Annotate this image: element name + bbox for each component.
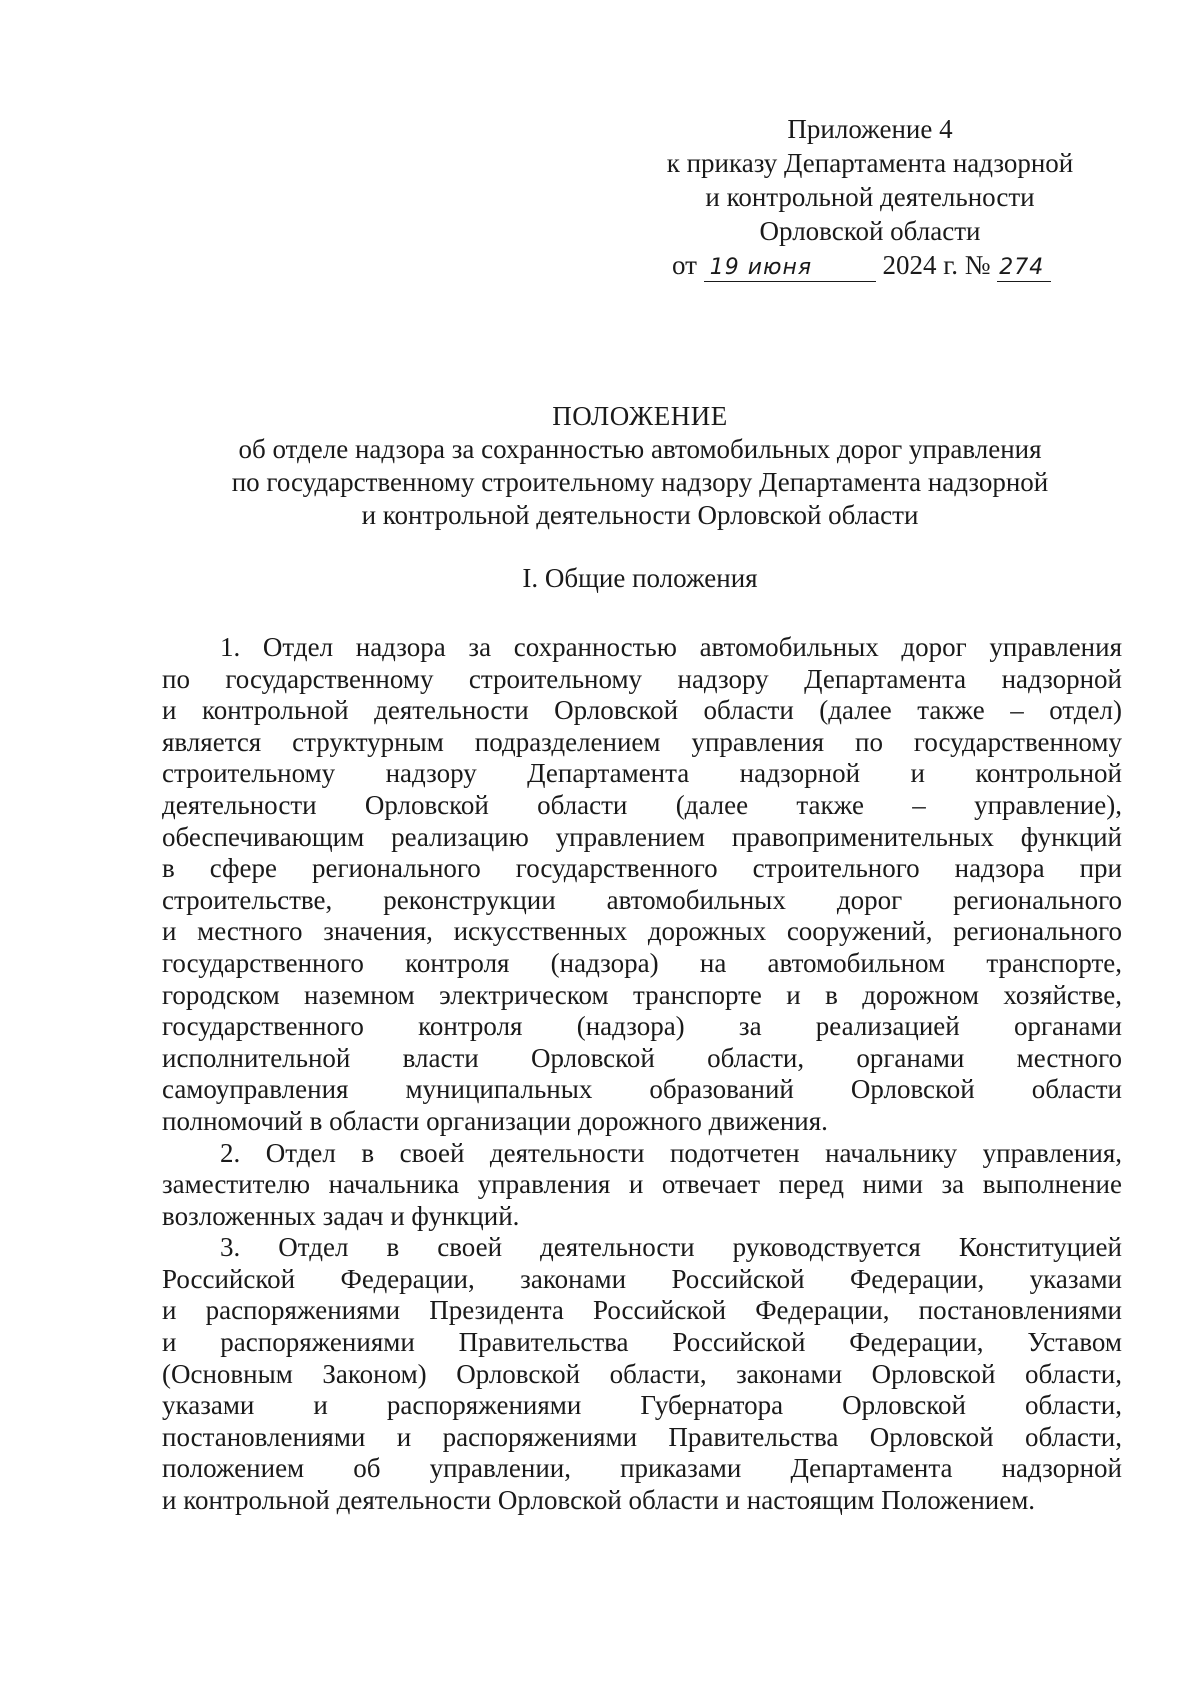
section-heading: I. Общие положения — [522, 563, 758, 593]
appendix-department: и контрольной деятельности — [705, 182, 1035, 212]
paragraph-line: возложенных задач и функций. — [162, 1200, 520, 1231]
paragraph-2 — [162, 1138, 1122, 1233]
appendix-date-line — [610, 248, 1130, 282]
appendix-header — [610, 112, 1130, 282]
paragraph-line: в сфере регионального государственного строительного надзора при — [162, 853, 1122, 884]
paragraph-line: указами и распоряжениями Губернатора Орловской области, — [162, 1390, 1122, 1421]
paragraph-line: и контрольной деятельности Орловской области и настоящим Положением. — [162, 1485, 1036, 1516]
date-prefix: от — [672, 250, 697, 280]
paragraph-1 — [162, 632, 1122, 1138]
paragraph-line: Российской Федерации, законами Российской Федерации, указами — [162, 1263, 1122, 1294]
paragraph-line: заместителю начальника управления и отвечает перед ними за выполнение — [162, 1169, 1122, 1200]
paragraph-line: 3. Отдел в своей деятельности руководствуется Конституцией — [220, 1232, 1122, 1263]
paragraph-line: постановлениями и распоряжениями Правительства Орловской области, — [162, 1421, 1122, 1452]
paragraph-line: и распоряжениями Президента Российской Федерации, постановлениями — [162, 1295, 1122, 1326]
document-subtitle-line-2: по государственному строительному надзору Департамента надзорной — [231, 467, 1049, 497]
paragraph-line: положением об управлении, приказами Департамента надзорной — [162, 1453, 1122, 1484]
paragraph-line: строительстве, реконструкции автомобильных дорог регионального — [162, 884, 1122, 915]
document-title: ПОЛОЖЕНИЕ — [552, 401, 728, 431]
paragraph-line: городском наземном электрическом транспорте и в дорожном хозяйстве, — [162, 979, 1122, 1010]
paragraph-line: 1. Отдел надзора за сохранностью автомобильных дорог управления — [220, 632, 1122, 662]
appendix-order-ref: к приказу Департамента надзорной — [666, 148, 1074, 178]
paragraph-line: деятельности Орловской области (далее также – управление), — [162, 789, 1122, 820]
paragraph-line: исполнительной власти Орловской области, органами местного — [162, 1042, 1122, 1073]
paragraph-line: (Основным Законом) Орловской области, законами Орловской области, — [162, 1358, 1122, 1389]
paragraph-line: обеспечивающим реализацию управлением правоприменительных функций — [162, 821, 1122, 852]
paragraph-line: и контрольной деятельности Орловской области (далее также – отдел) — [162, 695, 1122, 726]
appendix-region: Орловской области — [759, 216, 981, 246]
document-body — [162, 632, 1122, 1517]
paragraph-line: строительному надзору Департамента надзорной и контрольной — [162, 758, 1122, 789]
date-field — [704, 252, 876, 282]
paragraph-line: и местного значения, искусственных дорожных сооружений, регионального — [162, 916, 1122, 947]
paragraph-line: 2. Отдел в своей деятельности подотчетен начальнику управления, — [220, 1137, 1122, 1168]
paragraph-line: самоуправления муниципальных образований Орловской области — [162, 1074, 1122, 1105]
paragraph-line: является структурным подразделением управления по государственному — [162, 726, 1122, 757]
handwritten-number: 274 — [999, 255, 1045, 280]
document-subtitle-line-3: и контрольной деятельности Орловской области — [361, 500, 919, 530]
number-field — [997, 252, 1051, 282]
document-subtitle-line-1: об отделе надзора за сохранностью автомобильных дорог управления — [238, 434, 1042, 464]
handwritten-date: 19 июня — [709, 255, 813, 280]
paragraph-line: и распоряжениями Правительства Российской Федерации, Уставом — [162, 1327, 1122, 1358]
appendix-label: Приложение 4 — [787, 114, 953, 144]
paragraph-line: государственного контроля (надзора) за реализацией органами — [162, 1011, 1122, 1042]
year-number-label: 2024 г. № — [882, 250, 991, 280]
paragraph-3 — [162, 1232, 1122, 1516]
document-title-block — [160, 400, 1120, 532]
paragraph-line: полномочий в области организации дорожного движения. — [162, 1105, 828, 1136]
paragraph-line: государственного контроля (надзора) на автомобильном транспорте, — [162, 947, 1122, 978]
paragraph-line: по государственному строительному надзору Департамента надзорной — [162, 663, 1122, 694]
